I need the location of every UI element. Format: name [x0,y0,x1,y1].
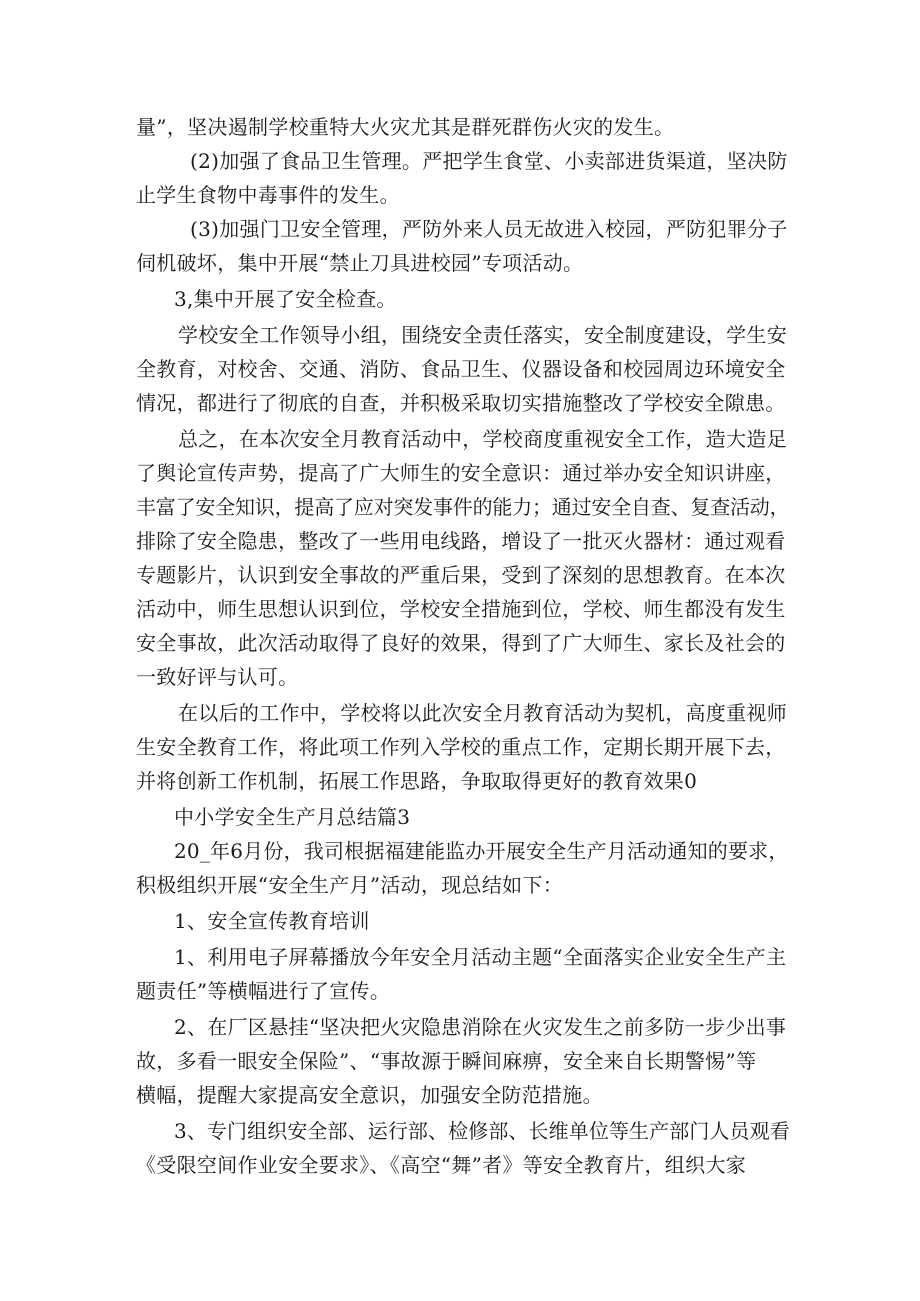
text-line: 丰富了安全知识，提高了应对突发事件的能力；通过安全自查、复查活动， [136,495,790,519]
text-line: 专题影片，认识到安全事故的严重后果，受到了深刻的思想教育。在本次 [136,563,786,587]
text-line: 20_年6月份，我司根据福建能监办开展安全生产月活动通知的要求， [174,839,789,863]
text-line: 《受限空间作业安全要求》、《高空“舞”者》等安全教育片，组织大家 [136,1153,747,1177]
section-heading: 1、安全宣传教育培训 [174,909,370,933]
text-line: 2、在厂区悬挂“坚决把火灾隐患消除在火灾发生之前多防一步少出事 [174,1015,787,1039]
text-line: (2)加强了食品卫生管理。严把学生食堂、小卖部进货渠道，坚决防 [190,149,788,173]
text-line: 1、利用电子屏幕播放今年安全月活动主题“全面落实企业安全生产主 [174,945,787,969]
text-line: 活动中，师生思想认识到位，学校安全措施到位，学校、师生都没有发生 [136,597,786,621]
text-line: 积极组织开展“安全生产月”活动，现总结如下： [136,873,564,897]
text-line: 故，多看一眼安全保险”、“事故源于瞬间麻痹，安全来自长期警惕”等 [136,1049,757,1073]
text-line: 在以后的工作中，学校将以此次安全月教育活动为契机，高度重视师 [178,701,787,725]
text-line: 止学生食物中毒事件的发生。 [136,183,400,207]
text-line: 学校安全工作领导小组，围绕安全责任落实，安全制度建设，学生安 [178,323,787,347]
text-line: 排除了安全隐患，整改了一些用电线路，增设了一批灭火器材：通过观看 [136,529,786,553]
text-line: 情况，都进行了彻底的自查，并积极采取切实措施整改了学校安全隙患。 [136,391,786,415]
section-title: 中小学安全生产月总结篇3 [174,805,411,829]
text-line: 3、专门组织安全部、运行部、检修部、长维单位等生产部门人员观看 [174,1119,790,1143]
text-line: 全教育，对校舍、交通、消防、食品卫生、仪器设备和校园周边环境安全 [136,357,786,381]
text-line: 了舆论宣传声势，提高了广大师生的安全意识：通过举办安全知识讲座， [136,461,786,485]
text-line: 量”，坚决遏制学校重特大火灾尤其是群死群伤火灾的发生。 [136,115,675,139]
text-line: 一致好评与认可。 [136,665,299,689]
text-line: 生安全教育工作，将此项工作列入学校的重点工作，定期长期开展下去， [136,735,786,759]
section-heading: 3,集中开展了安全检查。 [174,287,397,311]
text-line: 并将创新工作机制，拓展工作思路，争取取得更好的教育效果0 [136,769,698,793]
text-line: 题责任”等横幅进行了宣传。 [136,979,391,1003]
text-line: (3)加强门卫安全管理，严防外来人员无故进入校园，严防犯罪分子 [190,217,788,241]
text-line: 安全事故，此次活动取得了良好的效果，得到了广大师生、家长及社会的 [136,631,786,655]
text-line: 横幅，提醒大家提高安全意识，加强安全防范措施。 [136,1083,603,1107]
text-line: 总之，在本次安全月教育活动中，学校商度重视安全工作，造大造足 [178,427,787,451]
text-line: 伺机破坏，集中开展“禁止刀具进校园”专项活动。 [136,251,584,275]
